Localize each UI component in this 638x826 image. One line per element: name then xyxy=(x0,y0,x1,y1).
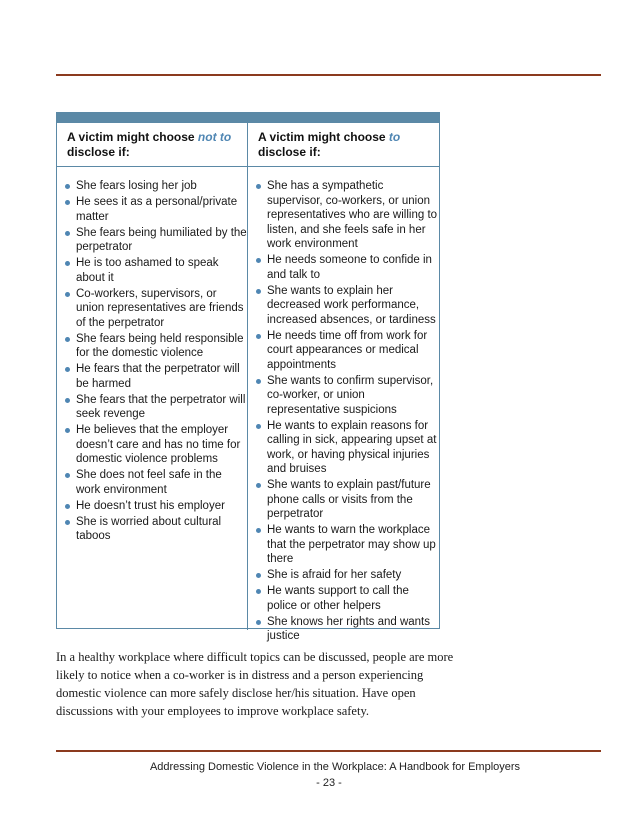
bullet-icon xyxy=(65,261,70,266)
list-item: He wants to warn the workplace that the perpetrator may show up there xyxy=(256,523,439,567)
bullet-icon xyxy=(65,504,70,509)
not-disclose-column xyxy=(57,123,248,630)
list-item: She fears losing her job xyxy=(65,179,247,194)
list-item: He sees it as a personal/private matter xyxy=(65,195,247,224)
list-item: She wants to explain past/future phone calls or visits from the perpetrator xyxy=(256,478,439,522)
table-header-band xyxy=(57,113,439,123)
bottom-rule xyxy=(56,750,601,752)
bullet-icon xyxy=(65,231,70,236)
bullet-icon xyxy=(65,473,70,478)
list-item: He wants to explain reasons for calling in sick, appearing upset at work, or having physical injuries and bruises xyxy=(256,419,439,477)
list-item: She knows her rights and wants justice xyxy=(256,615,439,644)
disclosure-table xyxy=(56,112,440,642)
bullet-icon xyxy=(65,200,70,205)
list-item: He believes that the employer doesn’t care and has no time for domestic violence problems xyxy=(65,423,247,467)
bullet-icon xyxy=(65,337,70,342)
page-number: - 23 - xyxy=(316,777,342,789)
bullet-icon xyxy=(256,379,261,384)
top-rule xyxy=(56,74,601,76)
bullet-icon xyxy=(65,520,70,525)
list-item: He doesn’t trust his employer xyxy=(65,499,247,514)
bullet-icon xyxy=(256,483,261,488)
bullet-icon xyxy=(65,398,70,403)
list-item: He is too ashamed to speak about it xyxy=(65,256,247,285)
bullet-icon xyxy=(256,620,261,625)
list-item: She fears being humiliated by the perpetrator xyxy=(65,226,247,255)
list-item: She has a sympathetic supervisor, co-workers, or union representatives who are willing to listen, and she feels safe in her work environment xyxy=(256,179,439,252)
bullet-icon xyxy=(256,258,261,263)
list-item: Co-workers, supervisors, or union representatives are friends of the perpetrator xyxy=(65,287,247,331)
bullet-icon xyxy=(256,184,261,189)
disclose-header: A victim might choose to disclose if: xyxy=(248,123,439,167)
list-item: He needs someone to confide in and talk to xyxy=(256,253,439,282)
not-disclose-list xyxy=(57,167,247,544)
bullet-icon xyxy=(256,589,261,594)
bullet-icon xyxy=(256,528,261,533)
bullet-icon xyxy=(65,184,70,189)
body-paragraph: In a healthy workplace where difficult topics can be discussed, people are more likely to notice when a co-worker is in distress and a person experiencing domestic violence can more safely disclose her/his situation. Have open discussions with your employees to improve workplace safety. xyxy=(56,650,454,718)
bullet-icon xyxy=(65,428,70,433)
list-item: She is worried about cultural taboos xyxy=(65,515,247,544)
list-item: She wants to explain her decreased work performance, increased absences, or tardiness xyxy=(256,284,439,328)
to-emphasis: to xyxy=(388,130,401,144)
bullet-icon xyxy=(256,289,261,294)
bullet-icon xyxy=(256,424,261,429)
list-item: She wants to confirm supervisor, co-worker, or union representative suspicions xyxy=(256,374,439,418)
bullet-icon xyxy=(256,334,261,339)
bullet-icon xyxy=(65,292,70,297)
footer-title: Addressing Domestic Violence in the Workplace: A Handbook for Employers xyxy=(149,761,521,773)
not-to-emphasis: not to xyxy=(197,130,232,144)
disclose-list xyxy=(248,167,439,644)
bullet-icon xyxy=(65,367,70,372)
list-item: He needs time off from work for court appearances or medical appointments xyxy=(256,329,439,373)
list-item: He wants support to call the police or other helpers xyxy=(256,584,439,613)
list-item: She does not feel safe in the work environment xyxy=(65,468,247,497)
bullet-icon xyxy=(256,573,261,578)
list-item: He fears that the perpetrator will be harmed xyxy=(65,362,247,391)
list-item: She fears that the perpetrator will seek revenge xyxy=(65,393,247,422)
list-item: She fears being held responsible for the domestic violence xyxy=(65,332,247,361)
not-disclose-header: A victim might choose not to disclose if: xyxy=(57,123,247,167)
list-item: She is afraid for her safety xyxy=(256,568,439,583)
disclose-column xyxy=(248,123,439,642)
